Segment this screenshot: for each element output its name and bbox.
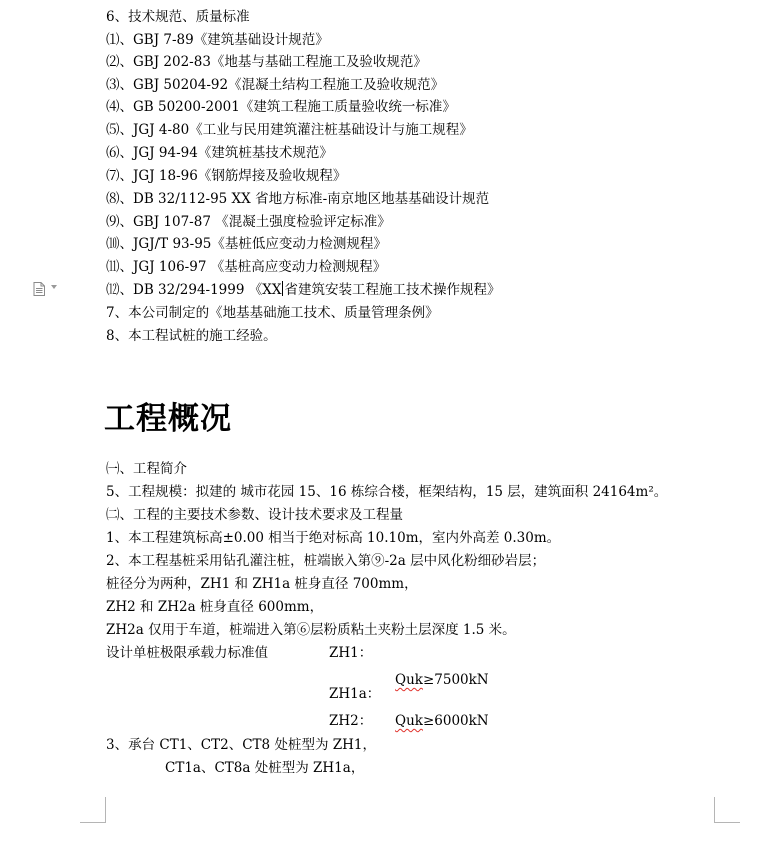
- doc-line: ZH2a 仅用于车道，桩端进入第⑥层粉质粘土夹粉土层深度 1.5 米。: [106, 622, 516, 638]
- chevron-down-icon[interactable]: [51, 285, 57, 289]
- quk-symbol: Quk: [395, 713, 423, 729]
- doc-line: ⑴、GBJ 7-89《建筑基础设计规范》: [106, 32, 329, 48]
- zh2-label: ZH2：: [329, 713, 373, 729]
- doc-line[interactable]: [106, 280, 500, 300]
- page-margin-mark-left: [80, 797, 106, 823]
- doc-line: 1、本工程建筑标高±0.00 相当于绝对标高 10.10m，室内外高差 0.30m。: [106, 530, 561, 546]
- doc-line: ⑾、JGJ 106-97 《基桩高应变动力检测规程》: [106, 259, 387, 275]
- page-margin-mark-right: [714, 797, 740, 823]
- doc-line: 8、本工程试桩的施工经验。: [106, 328, 277, 344]
- doc-line: CT1a、CT8a 处桩型为 ZH1a，: [165, 760, 365, 776]
- doc-line: ⑻、DB 32/112-95 XX 省地方标准-南京地区地基基础设计规范: [106, 191, 490, 207]
- doc-line: 5、工程规模：拟建的 城市花园 15、16 栋综合楼，框架结构，15 层，建筑面积 24164m²。: [106, 484, 668, 500]
- doc-line: 2、本工程基桩采用钻孔灌注桩，桩端嵌入第⑨-2a 层中风化粉细砂岩层；: [106, 553, 546, 569]
- doc-line: 6、技术规范、质量标准: [106, 9, 250, 25]
- line-text: ⑿、DB 32/294-1999 《XX: [106, 282, 282, 298]
- doc-line: ⑵、GBJ 202-83《地基与基础工程施工及验收规范》: [106, 54, 427, 70]
- doc-line: ⑶、GBJ 50204-92《混凝土结构工程施工及验收规范》: [106, 77, 445, 93]
- section-heading: 工程概况: [104, 401, 232, 437]
- zh1-value: [395, 670, 489, 690]
- design-label: 设计单桩极限承载力标准值: [106, 645, 268, 661]
- value-text: ≥6000kN: [422, 713, 489, 729]
- doc-line: ⑼、GBJ 107-87 《混凝土强度检验评定标准》: [106, 214, 391, 230]
- doc-line: ⑹、JGJ 94-94《建筑桩基技术规范》: [106, 145, 333, 161]
- doc-line: ⑽、JGJ/T 93-95《基桩低应变动力检测规程》: [106, 236, 387, 252]
- doc-line: ZH2 和 ZH2a 桩身直径 600mm，: [106, 599, 324, 615]
- quk-symbol: Quk: [395, 672, 423, 688]
- doc-line: 桩径分为两种，ZH1 和 ZH1a 桩身直径 700mm，: [106, 576, 418, 592]
- doc-line: 3、承台 CT1、CT2、CT8 处桩型为 ZH1，: [106, 737, 376, 753]
- doc-line: 7、本公司制定的《地基基础施工技术、质量管理条例》: [106, 305, 439, 321]
- doc-line: ⑸、JGJ 4-80《工业与民用建筑灌注桩基础设计与施工规程》: [106, 122, 473, 138]
- line-text: 省建筑安装工程施工技术操作规程》: [284, 282, 501, 298]
- doc-line: ⑺、JGJ 18-96《钢筋焊接及验收规程》: [106, 168, 347, 184]
- doc-line: ㈠、工程简介: [106, 461, 187, 477]
- value-text: ≥7500kN: [422, 672, 489, 688]
- zh1-label: ZH1：: [329, 645, 373, 661]
- doc-line: ㈡、工程的主要技术参数、设计技术要求及工程量: [106, 507, 403, 523]
- zh2-value: [395, 711, 489, 731]
- document-icon[interactable]: [33, 282, 45, 296]
- zh1a-label: ZH1a：: [329, 686, 381, 702]
- doc-line: ⑷、GB 50200-2001《建筑工程施工质量验收统一标准》: [106, 99, 456, 115]
